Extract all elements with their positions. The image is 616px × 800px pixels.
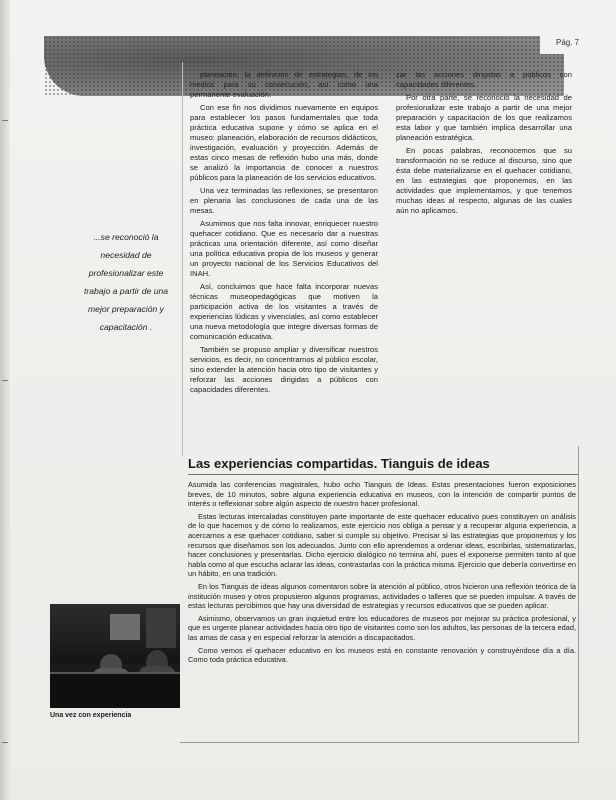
paragraph: Como vemos el quehacer educativo en los museos está en constante renovación y construyéndose día a día. Como toda práctica educativa. — [188, 645, 576, 665]
margin-tick — [2, 742, 8, 743]
event-photo — [50, 604, 180, 708]
paragraph: Asumida las conferencias magistrales, hubo ocho Tianguis de Ideas. Estas presentaciones fueron exposiciones breves, de 10 minutos, sobre alguna experiencia educativa en museos, con la intención de compartir puntos de interés o reflexionar sobre algún aspecto de nuestro hacer profesional. — [188, 480, 576, 509]
photo-table — [50, 672, 180, 708]
paragraph: Así, concluimos que hace falta incorporar nuevas técnicas museopedagógicas que motiven la participación activa de los visitantes a través de experiencias lúdicas y vivenciales, así como establecer una nueva metodología que integre diversas formas de comunicación educativa. — [190, 282, 378, 341]
paragraph: zar las acciones dirigidas a públicos con capacidades diferentes. — [396, 70, 572, 89]
page-number: Pág. 7 — [556, 38, 580, 47]
photo-caption: Una vez con experiencia — [50, 712, 132, 719]
paragraph: También se propuso ampliar y diversificar nuestros servicios, es decir, no concentrarnos al público escolar, sino extender la atención hacia otro tipo de visitantes y reforzar las acciones dirigidas a públicos con capacidades diferentes. — [190, 345, 378, 394]
section-body — [188, 480, 576, 730]
paragraph: Con ese fin nos dividimos nuevamente en equipos para establecer los pasos fundamentales que toda práctica educativa supone y cómo se aplica en el museo: planeación, elaboración de recursos didácticos, investigación, evaluación y proyección. Además de estas cinco mesas de reflexión hubo una más, donde se analizó la importancia de conocer a nuestros públicos para la planeación de los servicios educativos. — [190, 103, 378, 182]
paragraph: Asumimos que nos falta innovar, enriquecer nuestro quehacer cotidiano. Que es necesario dar a nuestras prácticas una orientación diferente, así como diseñar una política educativa propia de los museos y generar un proyecto nacional de los Servicios Educativos del INAH. — [190, 219, 378, 278]
photo-poster — [110, 614, 140, 640]
body-column-right — [396, 70, 572, 270]
body-column-left — [190, 70, 378, 450]
title-rule — [188, 474, 578, 475]
paragraph: En pocas palabras, reconocemos que su transformación no se reduce al discurso, sino que ésta debe materializarse en el quehacer cotidiano, en las estrategias que proponemos, en las actividades que implementamos, y que tenemos muchas ideas al respecto, algunas de las cuales aún no aplicamos. — [396, 146, 572, 215]
paragraph: planeación, la definición de estrategias, de los medios para su consecución, así como una permanente evaluación. — [190, 70, 378, 99]
paragraph: Asimismo, observamos un gran inquietud entre los educadores de museos por mejorar su práctica profesional, y que es urgente planear actividades hacia otro tipo de visitantes como son los adultos, las personas de la tercera edad, las amas de casa y en especial reforzar la atención a discapacitados. — [188, 613, 576, 642]
margin-tick — [2, 120, 8, 121]
paragraph: Estas lecturas intercaladas constituyen parte importante de este quehacer educativo pues constituyen un análisis de lo que hacemos y de cómo lo realizamos, este ejercicio nos obliga a pensar y a recuperar alguna experiencia, a acercarnos a ese quehacer cotidiano, saber si cumple su objetivo. Precisar si las estrategias que proponemos y los recursos que diseñamos son los adecuados. Junto con ello aprendemos a ordenar ideas, escribirlas, sistematizarlas, hacer conclusiones y presentarlas. Dicho ejercicio dialógico no termina ahí, pues el exponerse permiten tanto al que habla como al que escucha aclarar las ideas, contrastarlas con la práctica misma. Ejercicio que debería convertirse en un hábito, en una tradición. — [188, 511, 576, 579]
paragraph: Por otra parte, se reconoció la necesidad de profesionalizar este trabajo a partir de una mejor preparación y capacitación de los que realizamos esta labor y que también implica desarrollar una planeación estratégica. — [396, 93, 572, 142]
pull-quote: ...se reconoció la necesidad de profesionalizar este trabajo a partir de una mejor preparación y capacitación . — [83, 232, 169, 332]
margin-tick — [2, 380, 8, 381]
section-title: Las experiencias compartidas. Tianguis de ideas — [188, 456, 490, 471]
paragraph: Una vez terminadas las reflexiones, se presentaron en plenaria las conclusiones de cada una de las mesas. — [190, 186, 378, 215]
photo-poster — [146, 608, 176, 648]
paragraph: En los Tianguis de ideas algunos comentaron sobre la atención al público, otros hicieron una reflexión teórica de la institución museo y otros propusieron algunos programas, actividades o talleres que se pueden impulsar. A través de estas lecturas percibimos que hay una diversidad de estrategias y recursos educativos que se pueden aplicar. — [188, 581, 576, 611]
